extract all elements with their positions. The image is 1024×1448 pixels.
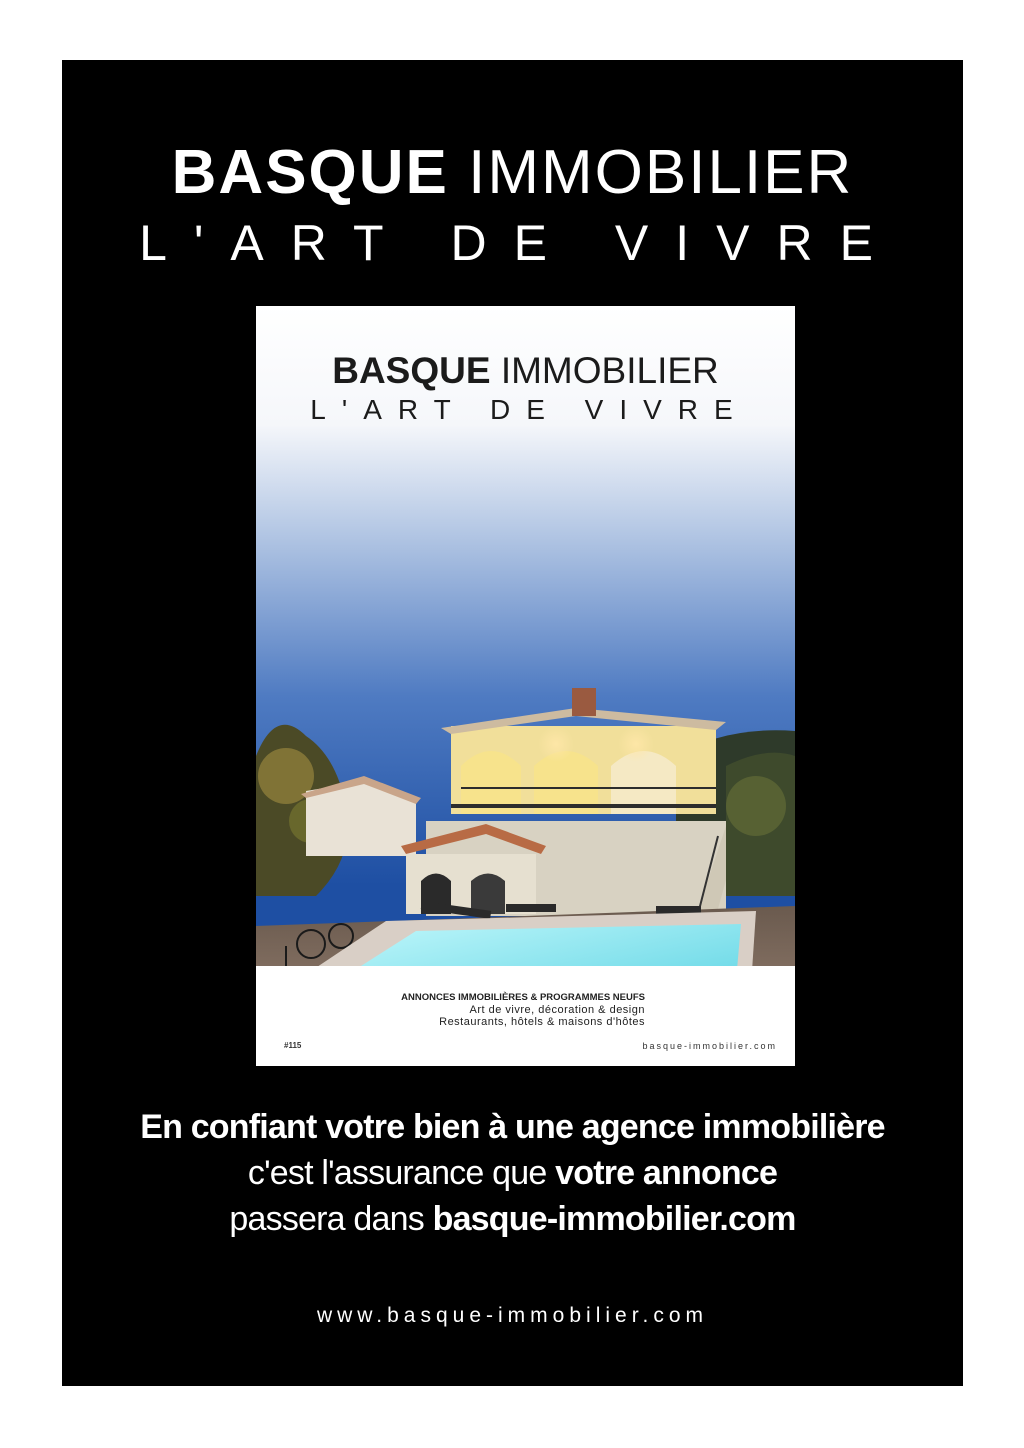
- website-url: www.basque-immobilier.com: [316, 1304, 709, 1327]
- message-line-2: [62, 1150, 963, 1196]
- message-line-2-bold: votre annonce: [555, 1154, 778, 1192]
- cover-brand-light: IMMOBILIER: [500, 350, 719, 391]
- cover-issue-number: #115: [284, 1041, 302, 1050]
- cover-tagline-3: Restaurants, hôtels & maisons d'hôtes: [439, 1016, 645, 1028]
- cover-tagline-block: [401, 992, 645, 1028]
- message-line-3-bold: basque-immobilier.com: [432, 1200, 796, 1238]
- cover-brand-bold: BASQUE: [332, 350, 491, 391]
- brand-name-light: IMMOBILIER: [468, 138, 854, 207]
- ad-panel: [62, 60, 963, 1386]
- cover-photo-villa-pool: [256, 426, 795, 966]
- cover-footer: [256, 966, 795, 1066]
- message-line-3: [62, 1196, 963, 1242]
- cover-brand-title: [256, 350, 795, 392]
- brand-title: [62, 138, 963, 208]
- cover-tagline-1: ANNONCES IMMOBILIÈRES & PROGRAMMES NEUFS: [401, 992, 645, 1003]
- cover-brand-tagline: L'ART DE VIVRE: [310, 394, 749, 425]
- brand-name-bold: BASQUE: [171, 138, 449, 207]
- message-line-3-light: passera dans: [229, 1200, 424, 1238]
- magazine-cover: [256, 306, 795, 1066]
- message-line-2-light: c'est l'assurance que: [247, 1154, 547, 1192]
- cover-tagline-2: Art de vivre, décoration & design: [469, 1004, 645, 1016]
- message-line-1: En confiant votre bien à une agence immobilière: [140, 1108, 885, 1146]
- brand-tagline: L'ART DE VIVRE: [139, 215, 900, 271]
- cover-url: basque-immobilier.com: [642, 1041, 777, 1051]
